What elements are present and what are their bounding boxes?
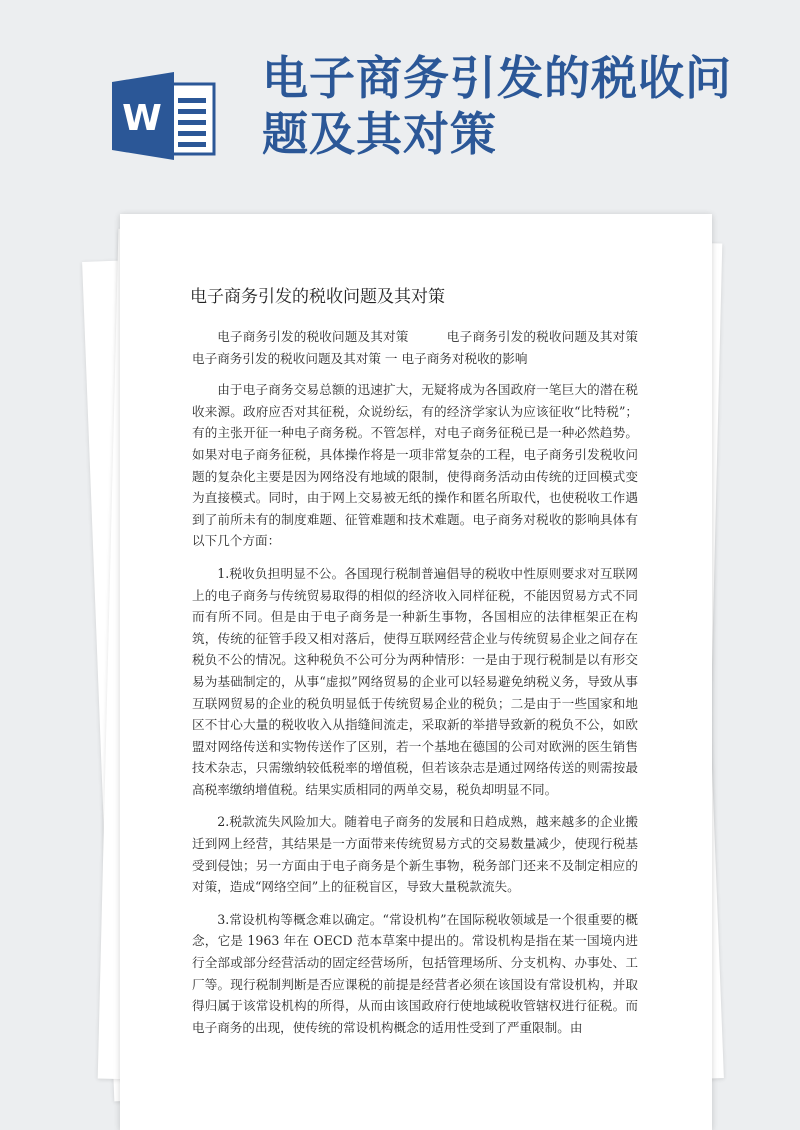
word-icon-letter: W [122,98,162,139]
document-body [192,326,777,1049]
document-page [120,214,777,1130]
document-paragraph: 2.税款流失风险加大。随着电子商务的发展和日趋成熟，越来越多的企业搬迁到网上经营，其结果是一方面带来传统贸易方式的交易数量减少，使现行税基受到侵蚀；另一方面由于电子商务是个新生事物，税务部门还来不及制定相应的对策，造成“网络空间”上的征税盲区，导致大量税款流失。 [192,814,638,895]
word-document-icon [108,70,218,162]
document-paragraph: 由于电子商务交易总额的迅速扩大，无疑将成为各国政府一笔巨大的潜在税收来源。政府应否对其征税，众说纷纭，有的经济学家认为应该征收“比特税”；有的主张开征一种电子商务税。不管怎样，对电子商务征税已是一种必然趋势。如果对电子商务征税，具体操作将是一项非常复杂的工程，电子商务引发税收问题的复杂化主要是因为网络没有地域的限制，使得商务活动由传统的迂回模式变为直接模式。同时，由于网上交易被无纸的操作和匿名所取代，也使税收工作遇到了前所未有的制度难题、征管难题和技术难题。电子商务对税收的影响具体有以下几个方面： [192,382,638,549]
banner [0,0,800,200]
document-paragraph: 电子商务引发的税收问题及其对策 电子商务引发的税收问题及其对策 电子商务引发的税收问题及其对策 一 电子商务对税收的影响 [192,329,777,366]
document-paragraph: 3.常设机构等概念难以确定。“常设机构”在国际税收领域是一个很重要的概念，它是 1963 年在 OECD 范本草案中提出的。常设机构是指在某一国境内进行全部或部分经营活动的固定经营场所，包括管理场所、分支机构、办事处、工厂等。现行税制判断是否应课税的前提是经营者必须在该国设有常设机构，并取得归属于该常设机构的所得，从而由该国政府行使地域税收管辖权进行征税。而电子商务的出现，使传统的常设机构概念的适用性受到了严重限制。由 [192,911,638,1035]
document-paragraph: 1.税收负担明显不公。各国现行税制普遍倡导的税收中性原则要求对互联网上的电子商务与传统贸易取得的相似的经济收入同样征税，不能因贸易方式不同而有所不同。但是由于电子商务是一种新生事物，各国相应的法律框架正在构筑，传统的征管手段又相对落后，使得互联网经营企业与传统贸易企业之间存在税负不公的情况。这种税负不公可分为两种情形：一是由于现行税制是以有形交易为基础制定的，从事“虚拟”网络贸易的企业可以轻易避免纳税义务，导致从事互联网贸易的企业的税负明显低于传统贸易企业的税负；二是由于一些国家和地区不甘心大量的税收收入从指缝间流走，采取新的举措导致新的税负不公，如欧盟对网络传送和实物传送作了区别，若一个基地在德国的公司对欧洲的医生销售技术杂志，只需缴纳较低税率的增值税，但若该杂志是通过网络传送的则需按最高税率缴纳增值税。结果实质相同的两单交易，税负却明显不同。 [192,565,638,797]
document-title: 电子商务引发的税收问题及其对策 [190,287,445,307]
banner-title: 电子商务引发的税收问题及其对策 [262,51,732,161]
